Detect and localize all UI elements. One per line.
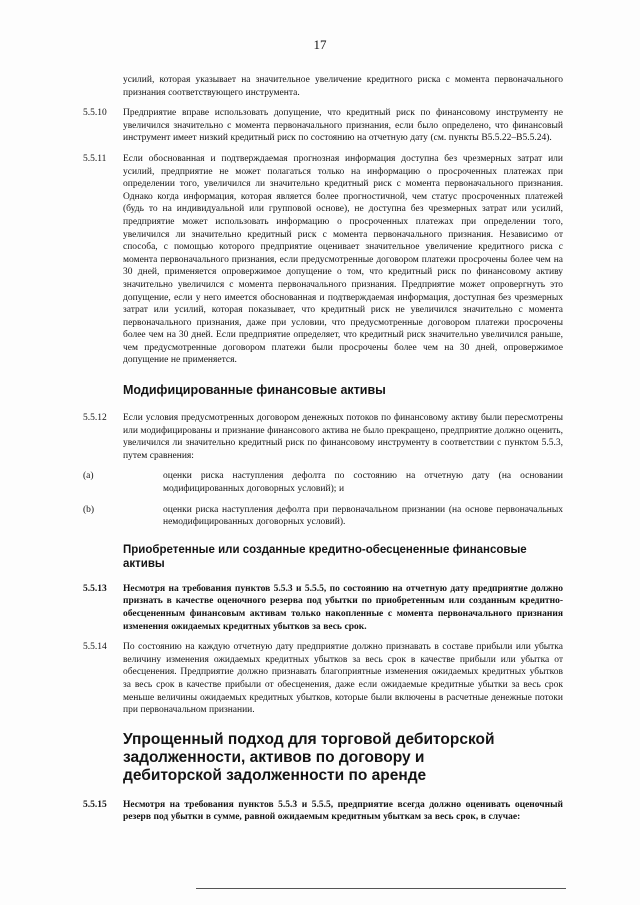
paragraph-5-5-12 [83, 412, 563, 462]
paragraph-5-5-15 [83, 799, 563, 824]
paragraph-text: По состоянию на каждую отчетную дату предприятие должно признавать в составе прибыли или убытка величину изменения ожидаемых кредитных убытков за весь срок в качестве прибыли или убытка от обесценения. Предприятие должно признавать благоприятные изменения ожидаемых кредитных убытков за весь срок в качестве прибыли от обесценения, даже если ожидаемые кредитные убытки за весь срок меньше величины ожидаемых кредитных убытков, которые были включены в расчетные денежные потоки при первоначальном признании. [123, 642, 563, 716]
list-item-label: (a) [83, 471, 94, 482]
paragraph-number: 5.5.10 [83, 108, 107, 119]
paragraph-text: Несмотря на требования пунктов 5.5.3 и 5.5.5, по состоянию на отчетную дату предприятие должно признать в качестве оценочного резерва под убытки по приобретенным или созданным кредитно-обесцененным финансовым активам только накопленные с момента первоначального признания изменения ожидаемых кредитных убытков за весь срок. [123, 583, 563, 632]
paragraph-text: Несмотря на требования пунктов 5.5.3 и 5.5.5, предприятие всегда должно оценивать оценочный резерв под убытки в сумме, равной ожидаемым кредитным убыткам за весь срок, в случае: [123, 799, 563, 823]
paragraph-number: 5.5.12 [83, 413, 107, 424]
intro-continuation [83, 74, 563, 99]
paragraph-number: 5.5.15 [83, 799, 107, 810]
paragraph-text: Если условия предусмотренных договором денежных потоков по финансовому активу были пересмотрены или модифицированы и признание финансового актива не было прекращено, предприятие должно оценить, увеличился ли значительно кредитный риск по финансовому инструменту в соответствии с пунктом 5.5.3, путем сравнения: [123, 413, 563, 461]
list-item-text: оценки риска наступления дефолта при первоначальном признании (на основе первоначальных немодифицированных договорных условий). [163, 504, 563, 528]
paragraph-text: Предприятие вправе использовать допущение, что кредитный риск по финансовому инструменту не увеличился значительно с момента первоначального признания, если было определено, что финансовый инструмент имеет низкий кредитный риск по состоянию на отчетную дату (см. пункты B5.5.22–B5.5.24). [123, 108, 563, 144]
list-item-label: (b) [83, 504, 95, 515]
page-content [83, 74, 563, 832]
paragraph-number: 5.5.14 [83, 642, 107, 653]
paragraph-text: Если обоснованная и подтверждаемая прогнозная информация доступна без чрезмерных затрат или усилий, предприятие не может полагаться только на информацию о просроченных платежах при определении того, увеличился ли значительно кредитный риск с момента первоначального признания. Однако когда информация, которая является более прогностичной, чем статус просроченных платежей (будь то на индивидуальной или групповой основе), не доступна без чрезмерных затрат или усилий, предприятие может использовать информацию о просроченных платежах при определении того, увеличился ли значительно кредитный риск с момента первоначального признания. Независимо от способа, с помощью которого предприятие оценивает значительное увеличение кредитного риска с момента первоначального признания, если предусмотренные договором платежи просрочены более чем на 30 дней, применяется опровержимое допущение о том, что кредитный риск по финансовому активу значительно увеличился с момента первоначального признания. Предприятие может опровергнуть это допущение, если у него имеется обоснованная и подтверждаемая информация, доступная без чрезмерных затрат или усилий, которая показывает, что кредитный риск не увеличился значительно с момента первоначального признания, даже при условии, что предусмотренные договором платежи просрочены более чем на 30 дней. Если предприятие определяет, что кредитный риск значительно увеличился раньше, чем предусмотренные договором платежи были просрочены более чем на 30 дней, опровержимое допущение не применяется. [123, 153, 563, 366]
paragraph-number: 5.5.11 [83, 153, 107, 164]
list-item-a [83, 470, 563, 495]
paragraph-5-5-13 [83, 583, 563, 633]
page-number: 17 [313, 37, 327, 52]
paragraph-5-5-10 [83, 107, 563, 145]
section-heading-modified: Модифицированные финансовые активы [123, 383, 386, 398]
section-heading-impaired: Приобретенные или созданные кредитно-обесцененные финансовые активы [123, 543, 527, 570]
paragraph-text: усилий, которая указывает на значительное увеличение кредитного риска с момента первоначального признания соответствующего инструмента. [123, 75, 563, 98]
list-item-text: оценки риска наступления дефолта по состоянию на отчетную дату (на основании модифицированных договорных условий); и [163, 471, 563, 495]
section-heading-simplified: Упрощенный подход для торговой дебиторской задолженности, активов по договору и дебиторской задолженности по аренде [123, 730, 495, 784]
paragraph-number: 5.5.13 [83, 583, 107, 594]
paragraph-5-5-14 [83, 641, 563, 717]
list-item-b [83, 504, 563, 529]
paragraph-5-5-11 [83, 153, 563, 367]
footer-divider [196, 888, 566, 889]
